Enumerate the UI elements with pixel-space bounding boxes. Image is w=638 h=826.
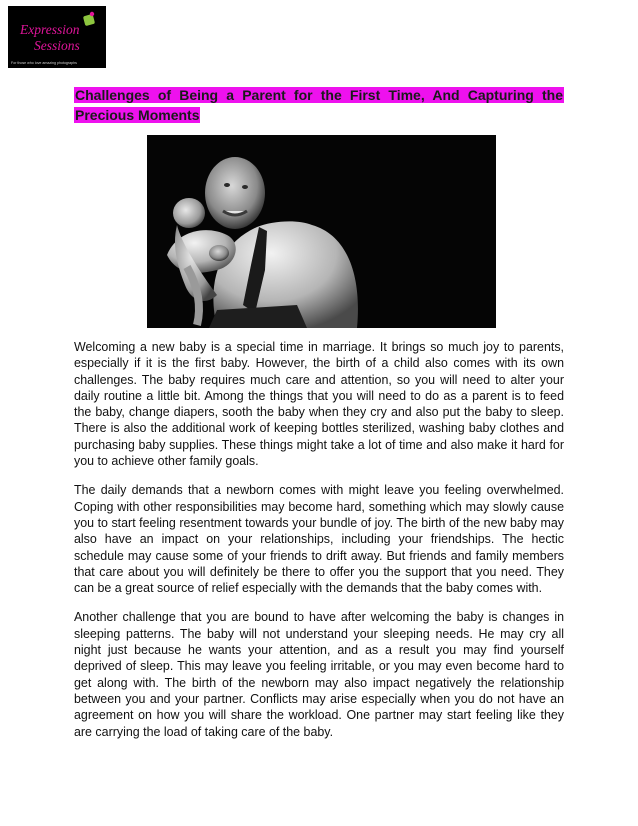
- logo-graphic: [8, 6, 106, 68]
- logo-line1: Expression: [20, 22, 80, 37]
- page-title: [74, 85, 564, 125]
- title-text: Challenges of Being a Parent for the First Time, And Capturing the Precious Moments: [75, 87, 563, 123]
- photo-illustration: [147, 135, 496, 328]
- logo-tagline: For those who love amazing photographs: [11, 61, 77, 65]
- logo-line2: Sessions: [34, 38, 80, 53]
- paragraph: Welcoming a new baby is a special time in marriage. It brings so much joy to parents, especially if it is the first baby. However, the birth of a child also comes with its own challenges. The baby requires much care and attention, so you will need to alter your daily routine a little bit. Among the things that you will need to do as a parent is to feed the baby, change diapers, sooth the baby when they cry and also put the baby to sleep. There is also the additional work of keeping bottles sterilized, washing baby clothes and purchasing baby supplies. These things might take a lot of time and also make it hard for you to achieve other family goals.: [74, 340, 564, 469]
- father-baby-photo: [147, 135, 496, 328]
- paragraph: The daily demands that a newborn comes with might leave you feeling overwhelmed. Coping with other responsibilities may become hard, something which may slowly cause you to start feeling resentment towards your bundle of joy. The birth of the new baby may also have an impact on your relationships, including your friendships. The hectic schedule may cause some of your friends to drift away. But friends and family members that care about you will definitely be there to offer you the support that you need. They can be a great source of relief especially with the demands that the baby comes with.: [74, 483, 564, 596]
- paragraph: Another challenge that you are bound to have after welcoming the baby is changes in sleeping patterns. The baby will not understand your sleeping needs. He may cry all night just because he wants your attention, and as a result you may find yourself deprived of sleep. This may leave you feeling irritable, or you may even become hard to get along with. The birth of the newborn may also impact negatively the relationship between you and your partner. Conflicts may arise especially when you do not have an agreement on how you will share the workload. One partner may start feeling like they are carrying the load of taking care of the baby.: [74, 610, 564, 739]
- article-body: [74, 339, 564, 753]
- brand-logo: [8, 6, 106, 68]
